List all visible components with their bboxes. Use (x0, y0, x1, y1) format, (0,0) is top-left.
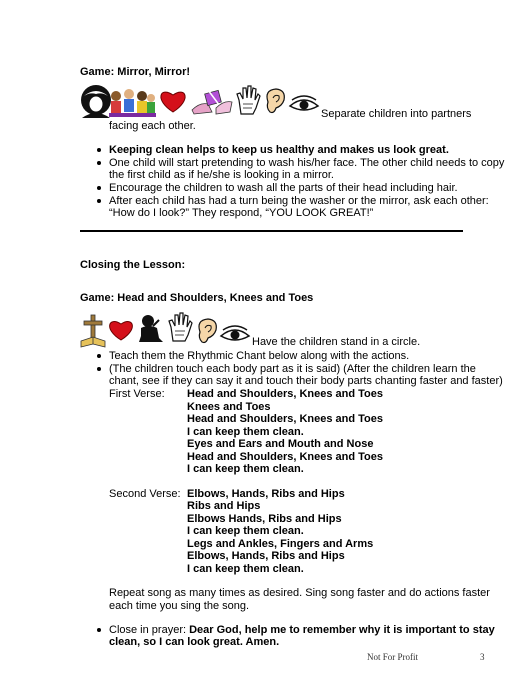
heart-icon-2 (107, 318, 135, 342)
game2-bullet-2-cont: chant, see if they can say it and touch their body parts chanting faster and faster) (109, 375, 503, 387)
game2-intro: Have the children stand in a circle. (252, 336, 421, 348)
hand-icon (235, 84, 261, 116)
gift-hands-icon (190, 86, 234, 116)
game1-intro-line1: Separate children into partners (321, 108, 472, 120)
verse2-line: I can keep them clean. (187, 563, 304, 575)
eye-icon (288, 96, 320, 114)
verse1-label: First Verse: (109, 388, 165, 400)
verse1-line: Head and Shoulders, Knees and Toes (187, 413, 384, 425)
children-group-icon (107, 88, 157, 120)
verse1-line: I can keep them clean. (187, 426, 304, 438)
game1-bullet-4: After each child has had a turn being the washer or the mirror, ask each other: (109, 195, 489, 207)
verse2-line: I can keep them clean. (187, 525, 304, 537)
verse2-line: Elbows Hands, Ribs and Hips (187, 513, 342, 525)
cross-bible-icon (80, 313, 106, 349)
repeat-instructions: Repeat song as many times as desired. Sing song faster and do actions faster (109, 587, 490, 599)
verse2-line: Elbows, Hands, Ribs and Hips (187, 488, 345, 500)
prayer-bullet (109, 624, 495, 637)
heart-icon (158, 88, 188, 114)
ear-icon (262, 86, 288, 116)
page-number: 3 (480, 652, 485, 662)
verse2-line: Elbows, Hands, Ribs and Hips (187, 550, 345, 562)
game1-intro-line2: facing each other. (109, 120, 196, 132)
ear-icon-2 (194, 316, 220, 346)
verse1-line: Knees and Toes (187, 401, 271, 413)
verse1-line: Eyes and Ears and Mouth and Nose (187, 438, 374, 450)
hand-icon-2 (167, 311, 193, 343)
eye-icon-2 (219, 326, 251, 344)
repeat-instructions-cont: each time you sing the song. (109, 600, 250, 612)
praying-child-icon (137, 314, 165, 344)
game2-title: Game: Head and Shoulders, Knees and Toes (80, 292, 314, 304)
game1-title: Game: Mirror, Mirror! (80, 66, 191, 78)
verse2-line: Legs and Ankles, Fingers and Arms (187, 538, 374, 550)
verse2-label: Second Verse: (109, 488, 181, 500)
prayer-text: Dear God, help me to remember why it is important to stay (189, 624, 495, 636)
game2-bullet-1: Teach them the Rhythmic Chant below along with the actions. (109, 350, 410, 362)
section-divider (80, 230, 463, 232)
footer-text: Not For Profit (367, 652, 419, 662)
closing-title: Closing the Lesson: (80, 259, 186, 271)
prayer-lead: Close in prayer: (109, 624, 190, 636)
prayer-text-cont: clean, so I can look great. Amen. (109, 636, 280, 648)
verse1-line: Head and Shoulders, Knees and Toes (187, 388, 384, 400)
game2-bullet-2: (The children touch each body part as it is said) (After the children learn the (109, 363, 476, 375)
verse1-line: Head and Shoulders, Knees and Toes (187, 451, 384, 463)
verse2-line: Ribs and Hips (187, 500, 261, 512)
game1-bullet-3: Encourage the children to wash all the parts of their head including hair. (109, 182, 458, 194)
game1-bullet-1: Keeping clean helps to keep us healthy and makes us look great. (109, 144, 449, 156)
verse1-line: I can keep them clean. (187, 463, 304, 475)
game1-bullet-2-cont: the first child as if he/she is looking in a mirror. (109, 169, 334, 181)
game1-bullet-4-cont: “How do I look?” They respond, “YOU LOOK GREAT!” (109, 207, 374, 219)
game1-bullet-2: One child will start pretending to wash his/her face. The other child needs to copy (109, 157, 505, 169)
